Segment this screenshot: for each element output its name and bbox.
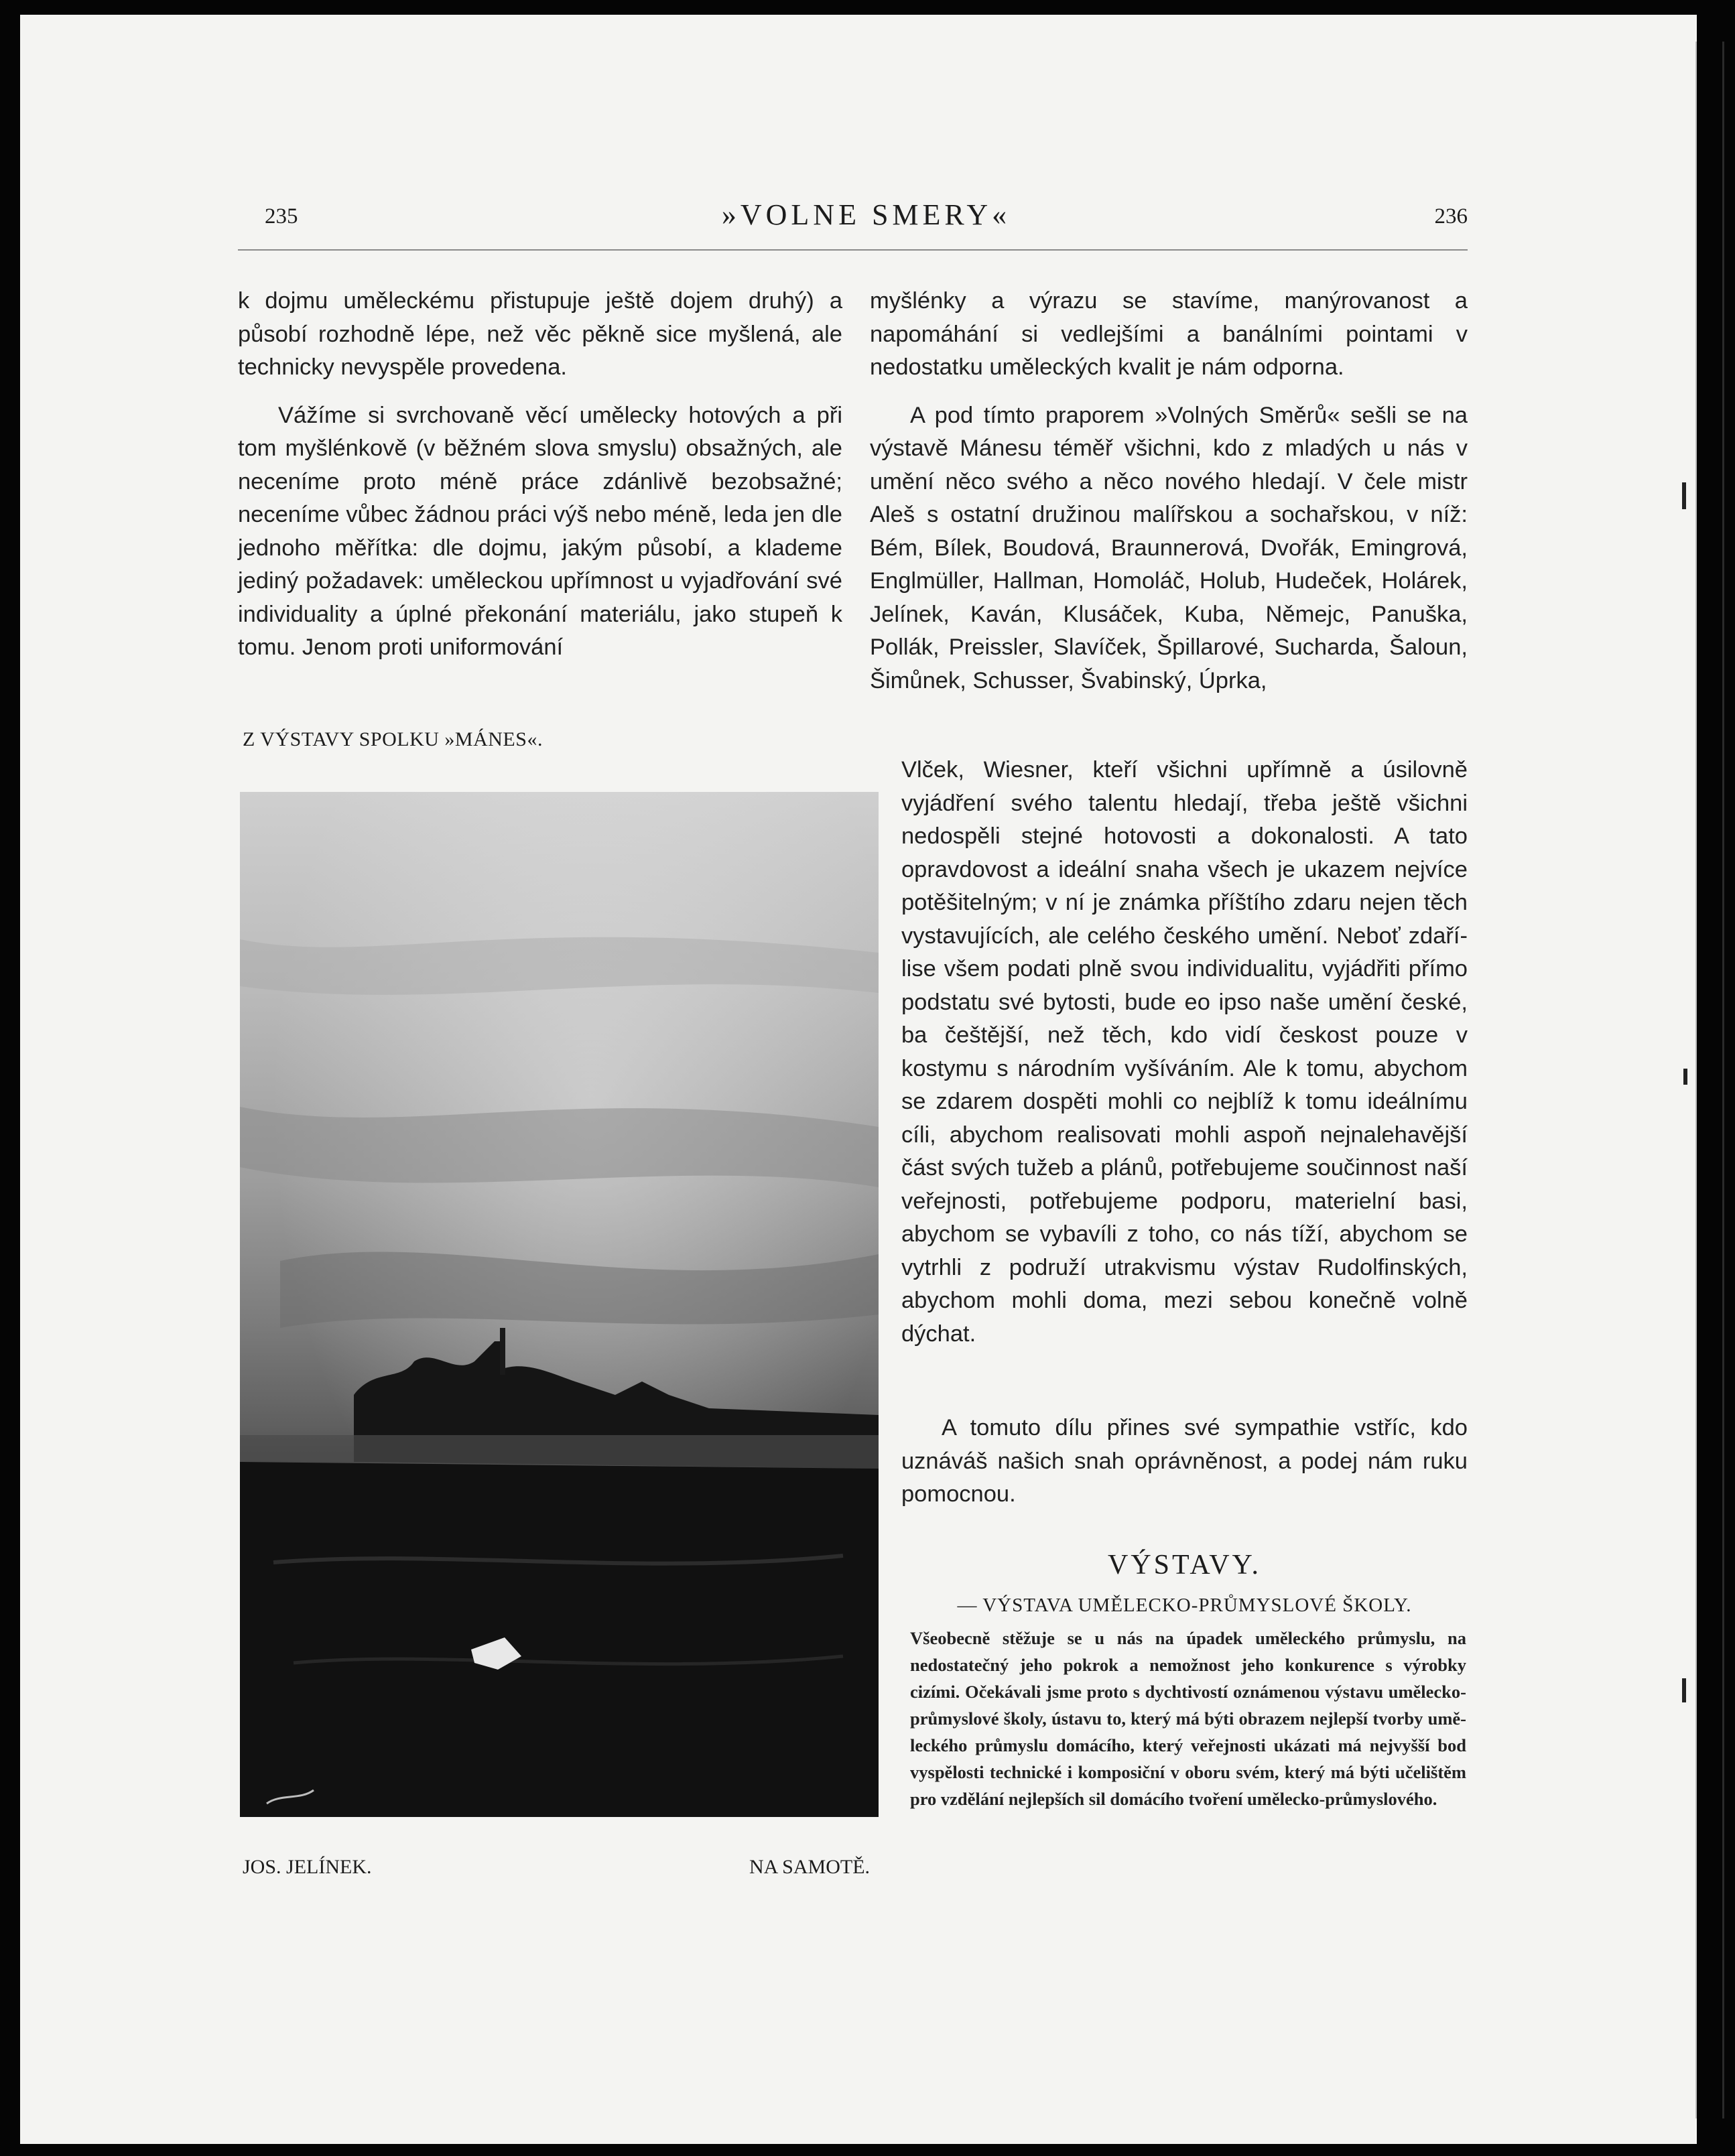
painting-na-samote bbox=[240, 792, 879, 1817]
left-column bbox=[238, 285, 842, 665]
right-column-top bbox=[870, 285, 1468, 697]
exhibition-item-heading: — VÝSTAVA UMĚLECKO-PRŮMYSLOVÉ ŠKOLY. bbox=[957, 1595, 1412, 1616]
header-rule bbox=[238, 249, 1468, 251]
right-paragraph-2a: A pod tímto praporem »Volných Směrů« sešli se na výstavě Mánesu téměř všichni, kdo z mladých u nás v umění něco svého a něco nového hledají. V čele mistr Aleš s ostatní družinou malířskou a sochařskou, v níž: Bém, Bílek, Boudová, Braunnerová, Dvořák, Emingrová, Englmüller, Hallman, Homoláč, Holub, Hudeček, Holárek, Jelínek, Kaván, Klusáček, Kuba, Němejc, Panuška, Pollák, Preissler, Slavíček, Špillarové, Sucharda, Šaloun, Šimůnek, Schusser, Švabinský, Úprka, bbox=[870, 402, 1468, 693]
figure-author: JOS. JELÍNEK. bbox=[243, 1856, 372, 1878]
left-paragraph-1: k dojmu uměleckému přistupuje ještě dojem druhý) a působí rozhodně lépe, než věc pěkně sice myšlená, ale technicky nevyspěle provedena. bbox=[238, 288, 842, 380]
scan-artifact bbox=[1682, 482, 1686, 509]
right-column-bottom bbox=[901, 1412, 1468, 1511]
exhibition-item-text-block bbox=[910, 1625, 1466, 1812]
painting-image bbox=[240, 792, 879, 1817]
section-title-vystavy: VÝSTAVY. bbox=[1108, 1550, 1261, 1580]
exhibition-item-text: Všeobecně stěžuje se u nás na úpadek uměleckého průmyslu, na nedostatečný jeho pokrok a nemožnost jeho konkurence s výrobky cizími. Očekávali jsme proto s dychtivostí oznámenou výstavu umělecko-průmyslové školy, ústavu to, který má býti obrazem nejlepší tvorby uměleckého průmyslu domácího, který veřejnosti ukázati má nejvyšší bod vyspělosti technické i komposiční v oboru svém, který má býti učelištěm pro vzdělání nejlepších sil domácího tvoření umělecko-průmyslového. bbox=[910, 1628, 1466, 1809]
figure-caption-top: Z VÝSTAVY SPOLKU »MÁNES«. bbox=[243, 728, 543, 750]
page-header bbox=[265, 198, 1468, 245]
page-number-left: 235 bbox=[265, 204, 298, 228]
journal-title: »VOLNE SMERY« bbox=[721, 198, 1011, 231]
right-column-wrap bbox=[901, 754, 1468, 1351]
left-paragraph-2: Vážíme si svrchovaně věcí umělecky hotových a při tom myšlénkově (v běžném slova smyslu) obsažných, ale neceníme proto méně práce zdánlivě bezobsažné; neceníme vůbec žádnou práci výš nebo méně, leda jen dle jednoho měřítka: dle dojmu, jakým působí, a klademe jediný požadavek: uměleckou upřímnost u vyjadřování své individuality a úplné překonání materiálu, jako stupeň k tomu. Jenom proti uniformování bbox=[238, 402, 842, 660]
page-edge-dark bbox=[1722, 42, 1724, 2118]
figure-title: NA SAMOTĚ. bbox=[749, 1856, 871, 1878]
right-paragraph-3: A tomuto dílu přines své sympathie vstříc, kdo uznáváš našich snah oprávněnost, a podej nám ruku pomocnou. bbox=[901, 1415, 1468, 1507]
scan-artifact bbox=[1682, 1678, 1686, 1702]
page-edge bbox=[1695, 42, 1697, 2118]
scan-artifact bbox=[1683, 1069, 1687, 1085]
right-paragraph-1: myšlénky a výrazu se stavíme, manýrovanost a napomáhání si vedlejšími a banálními pointami v nedostatku uměleckých kvalit je nám odporna. bbox=[870, 288, 1468, 380]
right-paragraph-2b: Vlček, Wiesner, kteří všichni upřímně a úsilovně vyjádření svého talentu hledají, třeba ještě všichni nedospěli stejné hotovosti a dokonalosti. A tato opravdovost a ideální snaha všech je ukazem nejvíce potěšitelným; v ní je známka příštího zdaru nejen těch vystavujících, ale celého českého umění. Neboť zdaří-lise všem podati plně svou individualitu, vyjádřiti přímo podstatu své bytosti, bude eo ipso naše umění české, ba češtější, než těch, kdo vidí českost pouze v kostymu s národním vyšíváním. Ale k tomu, abychom se zdarem dospěti mohli co nejblíž k tomu ideálnímu cíli, abychom realisovati mohli aspoň nejnalehavější část svých tužeb a plánů, potřebujeme součinnost naší veřejnosti, potřebujeme podporu, materielní basi, abychom se vybavíli z toho, co nás tíží, abychom se vytrhli z podruží utrakvismu výstav Rudolfinských, abychom mohli doma, mezi sebou konečně volně dýchat. bbox=[901, 757, 1468, 1347]
page-number-right: 236 bbox=[1434, 204, 1468, 228]
